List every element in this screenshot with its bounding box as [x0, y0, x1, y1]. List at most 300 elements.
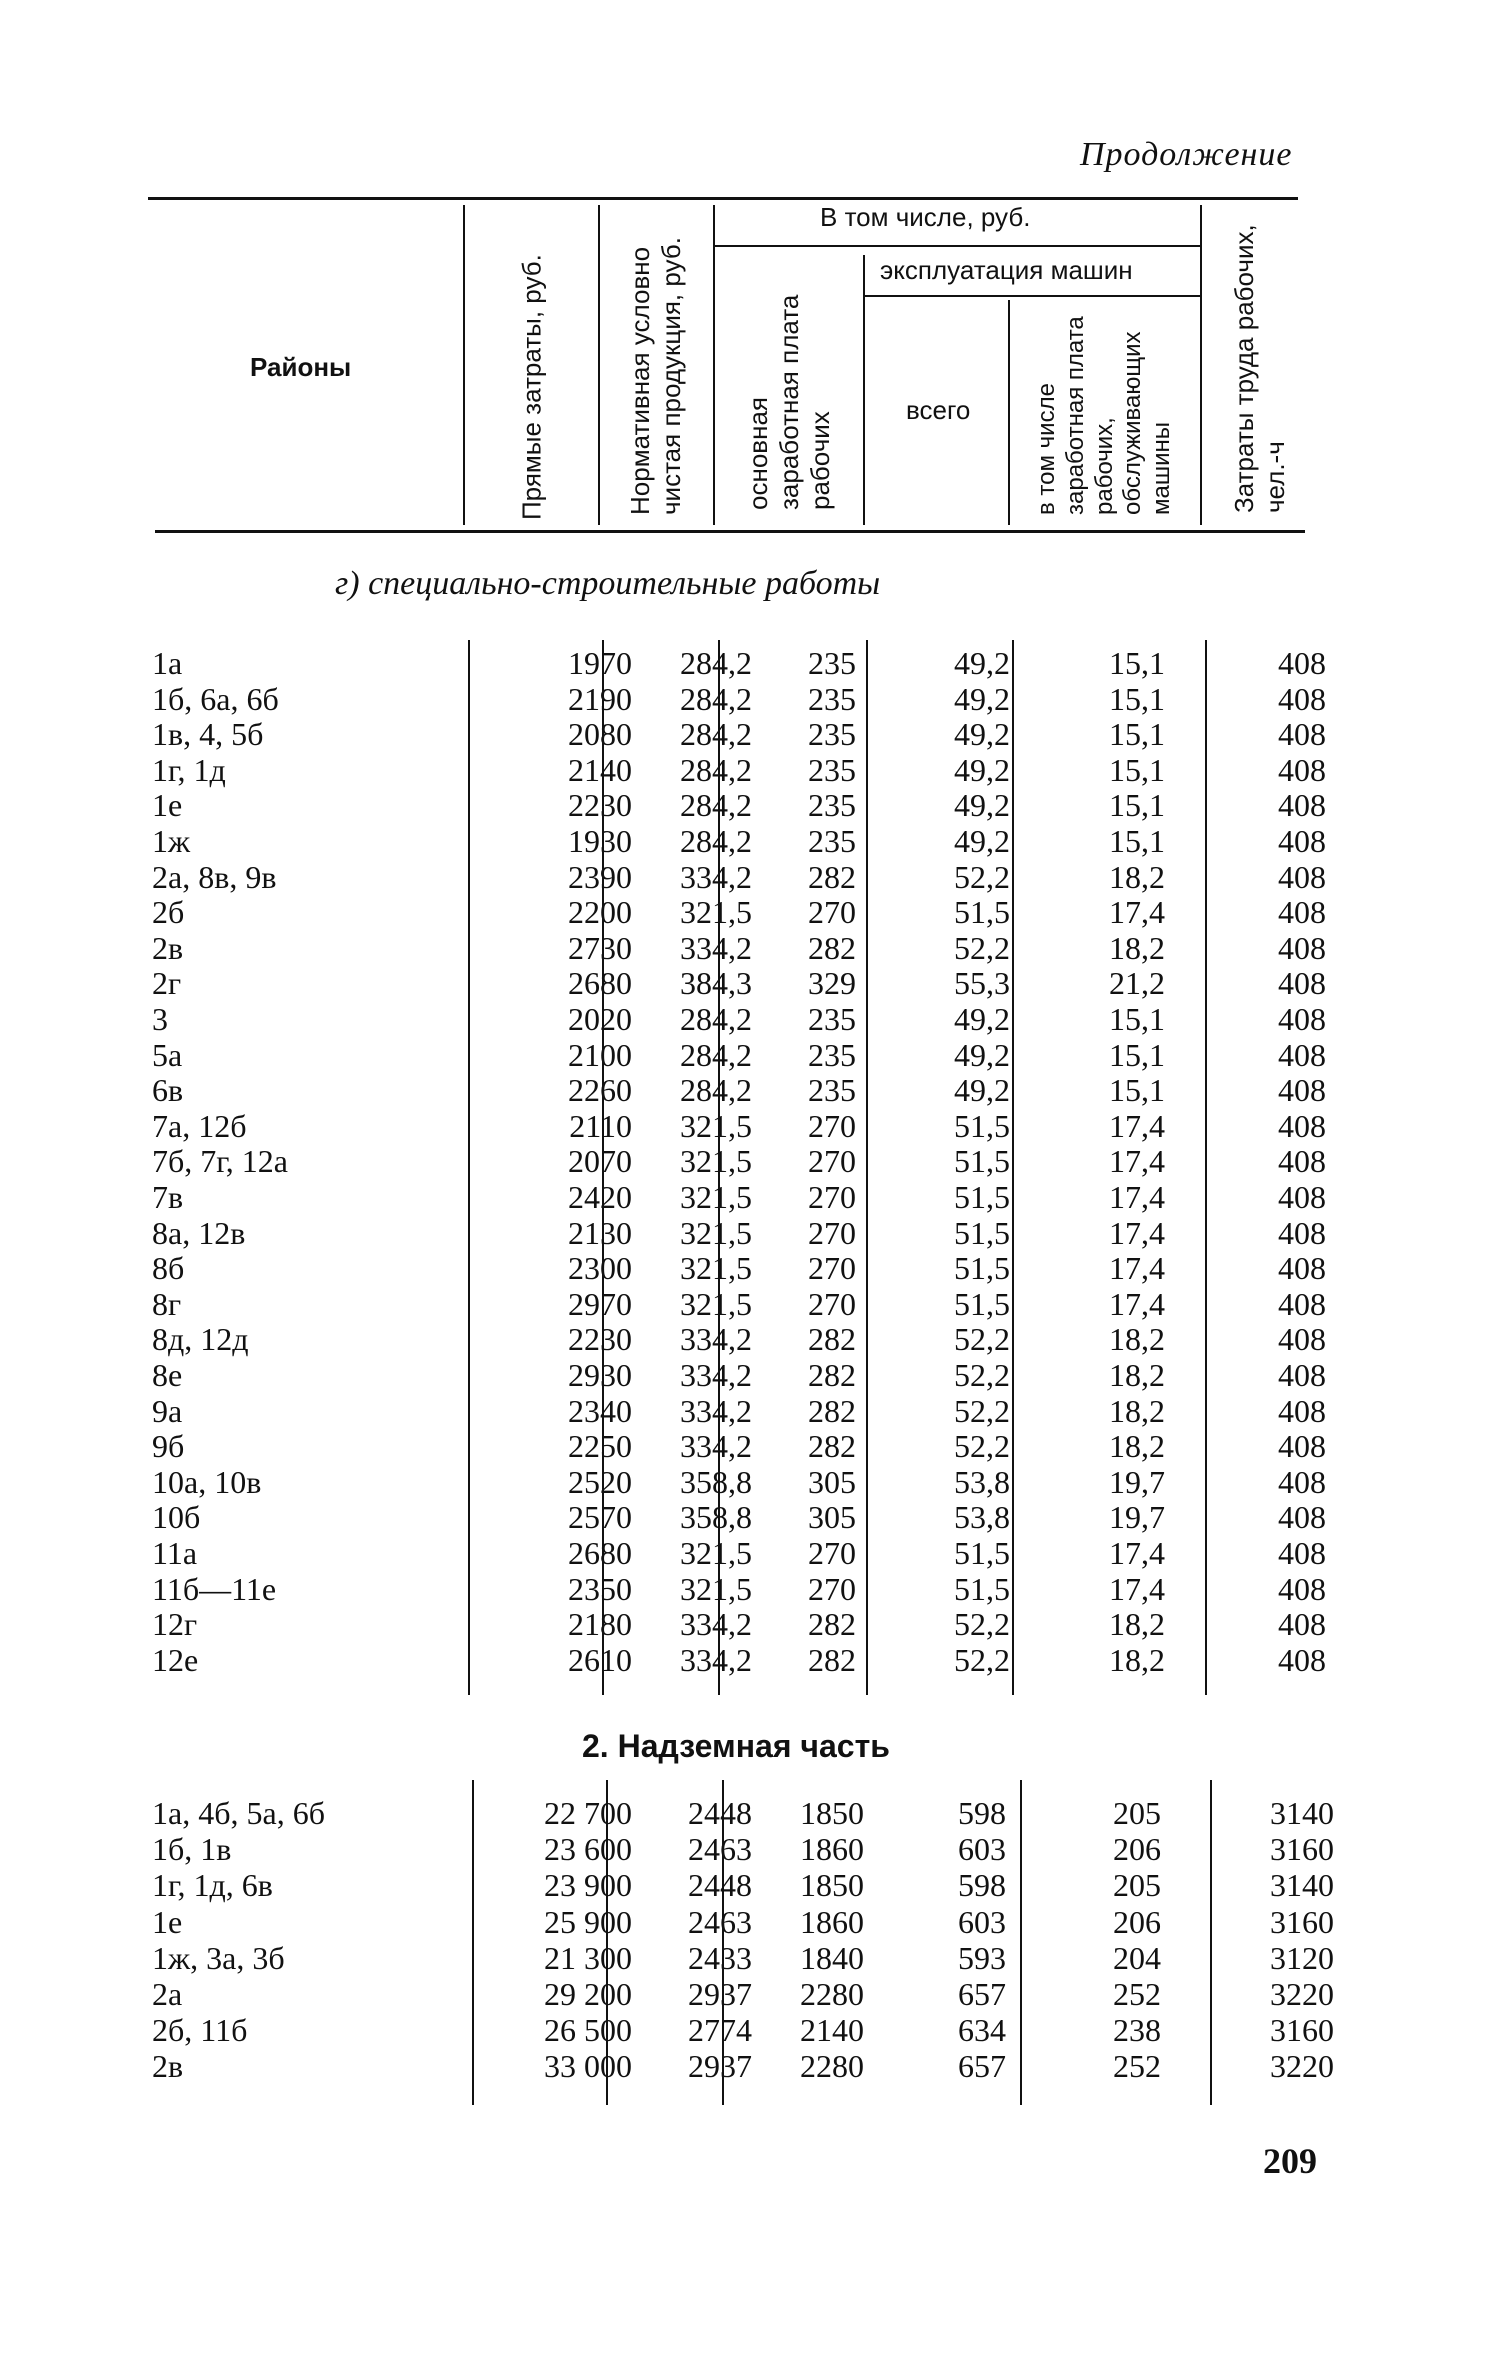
- region-cell: 8д, 12д: [152, 1321, 249, 1358]
- table-row: [152, 1321, 1392, 1357]
- labor-cell: 408: [1278, 716, 1326, 753]
- normative-product-cell: 358,8: [680, 1499, 752, 1536]
- machine-wages-cell: 17,4: [1109, 1250, 1165, 1287]
- direct-costs-cell: 2080: [568, 716, 632, 753]
- header-labor: Затраты труда рабочих, чел.-ч: [1228, 224, 1290, 513]
- table-row: [152, 1072, 1392, 1108]
- machine-wages-cell: 15,1: [1109, 1072, 1165, 1109]
- machine-wages-cell: 204: [1113, 1939, 1161, 1976]
- normative-product-cell: 2463: [688, 1903, 752, 1940]
- machine-total-cell: 51,5: [954, 1107, 1010, 1144]
- base-wages-cell: 305: [808, 1463, 856, 1500]
- machine-wages-cell: 15,1: [1109, 1036, 1165, 1073]
- direct-costs-cell: 2970: [568, 1285, 632, 1322]
- direct-costs-cell: 2680: [568, 1535, 632, 1571]
- direct-costs-cell: 1930: [568, 823, 632, 859]
- labor-cell: 408: [1278, 1250, 1326, 1287]
- base-wages-cell: 1860: [800, 1903, 864, 1940]
- normative-product-cell: 321,5: [680, 1107, 752, 1144]
- table-row: [152, 1037, 1392, 1073]
- normative-product-cell: 321,5: [680, 1143, 752, 1180]
- labor-cell: 408: [1278, 645, 1326, 681]
- machine-wages-cell: 252: [1113, 1976, 1161, 2012]
- direct-costs-cell: 2180: [568, 1606, 632, 1643]
- normative-product-cell: 284,2: [680, 680, 752, 717]
- labor-cell: 408: [1278, 1606, 1326, 1643]
- normative-product-cell: 284,2: [680, 1001, 752, 1037]
- base-wages-cell: 235: [808, 751, 856, 788]
- header-regions: Районы: [250, 352, 352, 382]
- machine-wages-cell: 15,1: [1109, 716, 1165, 753]
- machine-wages-cell: 18,2: [1109, 1606, 1165, 1643]
- machine-wages-cell: 17,4: [1109, 1107, 1165, 1144]
- machine-total-cell: 55,3: [954, 965, 1010, 1002]
- machine-wages-cell: 205: [1113, 1867, 1161, 1904]
- machine-total-cell: 52,2: [954, 1321, 1010, 1358]
- base-wages-cell: 235: [808, 1072, 856, 1109]
- normative-product-cell: 321,5: [680, 1250, 752, 1287]
- labor-cell: 408: [1278, 1357, 1326, 1393]
- table-row: [152, 894, 1392, 930]
- direct-costs-cell: 2020: [568, 1001, 632, 1037]
- table-row: [152, 930, 1392, 966]
- table-row: [152, 823, 1392, 859]
- labor-cell: 3160: [1270, 1831, 1334, 1868]
- labor-cell: 408: [1278, 787, 1326, 824]
- machine-total-cell: 49,2: [954, 716, 1010, 753]
- normative-product-cell: 321,5: [680, 894, 752, 931]
- machine-total-cell: 52,2: [954, 1392, 1010, 1429]
- machine-wages-cell: 252: [1113, 2048, 1161, 2085]
- direct-costs-cell: 21 300: [544, 1939, 632, 1976]
- machine-wages-cell: 15,1: [1109, 1001, 1165, 1037]
- base-wages-cell: 235: [808, 787, 856, 824]
- region-cell: 1ж: [152, 823, 191, 859]
- machine-total-cell: 657: [958, 2048, 1006, 2085]
- labor-cell: 408: [1278, 1428, 1326, 1465]
- base-wages-cell: 1850: [800, 1795, 864, 1831]
- base-wages-cell: 282: [808, 929, 856, 966]
- table-row: [152, 1976, 1392, 2012]
- direct-costs-cell: 2520: [568, 1463, 632, 1500]
- normative-product-cell: 321,5: [680, 1179, 752, 1215]
- base-wages-cell: 235: [808, 680, 856, 717]
- direct-costs-cell: 2110: [569, 1107, 632, 1144]
- base-wages-cell: 270: [808, 1535, 856, 1571]
- region-cell: 1е: [152, 1903, 183, 1940]
- machine-wages-cell: 17,4: [1109, 1285, 1165, 1322]
- machine-wages-cell: 19,7: [1109, 1499, 1165, 1536]
- direct-costs-cell: 2420: [568, 1179, 632, 1215]
- machine-wages-cell: 21,2: [1109, 965, 1165, 1002]
- labor-cell: 3160: [1270, 1903, 1334, 1940]
- machine-total-cell: 49,2: [954, 751, 1010, 788]
- header-total: всего: [906, 395, 971, 425]
- machine-total-cell: 52,2: [954, 1428, 1010, 1465]
- header-divider: [713, 205, 715, 525]
- normative-product-cell: 334,2: [680, 929, 752, 966]
- machine-total-cell: 49,2: [954, 823, 1010, 859]
- header-base-wages: основная заработная плата рабочих: [743, 294, 836, 510]
- machine-total-cell: 52,2: [954, 1641, 1010, 1678]
- direct-costs-cell: 2100: [568, 1036, 632, 1073]
- base-wages-cell: 282: [808, 1428, 856, 1465]
- labor-cell: 408: [1278, 680, 1326, 717]
- normative-product-cell: 284,2: [680, 751, 752, 788]
- region-cell: 9а: [152, 1392, 183, 1429]
- direct-costs-cell: 2340: [568, 1392, 632, 1429]
- table-row: [152, 1143, 1392, 1179]
- labor-cell: 408: [1278, 1392, 1326, 1429]
- direct-costs-cell: 25 900: [544, 1903, 632, 1940]
- base-wages-cell: 235: [808, 1001, 856, 1037]
- region-cell: 8б: [152, 1250, 185, 1287]
- labor-cell: 408: [1278, 751, 1326, 788]
- machine-total-cell: 49,2: [954, 645, 1010, 681]
- labor-cell: 408: [1278, 1036, 1326, 1073]
- region-cell: 8г: [152, 1285, 182, 1322]
- labor-cell: 408: [1278, 1321, 1326, 1358]
- machine-wages-cell: 17,4: [1109, 1214, 1165, 1251]
- region-cell: 12е: [152, 1641, 199, 1678]
- direct-costs-cell: 2350: [568, 1570, 632, 1607]
- labor-cell: 408: [1278, 1214, 1326, 1251]
- normative-product-cell: 334,2: [680, 1428, 752, 1465]
- table-row: [152, 681, 1392, 717]
- machine-wages-cell: 18,2: [1109, 1641, 1165, 1678]
- machine-total-cell: 51,5: [954, 1285, 1010, 1322]
- direct-costs-cell: 26 500: [544, 2012, 632, 2049]
- normative-product-cell: 2774: [688, 2012, 752, 2049]
- direct-costs-cell: 2250: [568, 1428, 632, 1465]
- direct-costs-cell: 2200: [568, 894, 632, 931]
- table-row: [152, 1867, 1392, 1903]
- machine-total-cell: 598: [958, 1867, 1006, 1904]
- machine-total-cell: 53,8: [954, 1463, 1010, 1500]
- base-wages-cell: 235: [808, 716, 856, 753]
- labor-cell: 408: [1278, 1143, 1326, 1180]
- region-cell: 6в: [152, 1072, 184, 1109]
- table-row: [152, 1606, 1392, 1642]
- header-divider: [1008, 300, 1010, 525]
- machine-total-cell: 51,5: [954, 1179, 1010, 1215]
- machine-wages-cell: 15,1: [1109, 787, 1165, 824]
- table-row: [152, 1286, 1392, 1322]
- header-machine-operation: эксплуатация машин: [880, 255, 1133, 285]
- labor-cell: 408: [1278, 1285, 1326, 1322]
- base-wages-cell: 270: [808, 894, 856, 931]
- normative-product-cell: 2937: [688, 1976, 752, 2012]
- direct-costs-cell: 1970: [568, 645, 632, 681]
- direct-costs-cell: 23 900: [544, 1867, 632, 1904]
- header-top-rule: [148, 197, 1298, 200]
- direct-costs-cell: 2730: [568, 929, 632, 966]
- machine-total-cell: 51,5: [954, 1570, 1010, 1607]
- normative-product-cell: 2937: [688, 2048, 752, 2085]
- labor-cell: 408: [1278, 1001, 1326, 1037]
- header-divider: [1200, 205, 1202, 525]
- base-wages-cell: 270: [808, 1570, 856, 1607]
- machine-total-cell: 52,2: [954, 1606, 1010, 1643]
- base-wages-cell: 235: [808, 1036, 856, 1073]
- machine-total-cell: 52,2: [954, 858, 1010, 895]
- region-cell: 11б—11е: [152, 1570, 277, 1607]
- base-wages-cell: 282: [808, 858, 856, 895]
- region-cell: 1б, 1в: [152, 1831, 232, 1868]
- table-row: [152, 716, 1392, 752]
- machine-total-cell: 51,5: [954, 894, 1010, 931]
- direct-costs-cell: 2610: [568, 1641, 632, 1678]
- labor-cell: 408: [1278, 1463, 1326, 1500]
- normative-product-cell: 284,2: [680, 823, 752, 859]
- machine-wages-cell: 17,4: [1109, 1535, 1165, 1571]
- table-row: [152, 645, 1392, 681]
- normative-product-cell: 358,8: [680, 1463, 752, 1500]
- base-wages-cell: 1850: [800, 1867, 864, 1904]
- base-wages-cell: 2280: [800, 1976, 864, 2012]
- table-row: [152, 965, 1392, 1001]
- base-wages-cell: 270: [808, 1143, 856, 1180]
- direct-costs-cell: 2140: [568, 751, 632, 788]
- machine-wages-cell: 17,4: [1109, 1179, 1165, 1215]
- base-wages-cell: 270: [808, 1285, 856, 1322]
- labor-cell: 408: [1278, 1072, 1326, 1109]
- section-g-title: г) специально-строительные работы: [335, 565, 881, 602]
- table-row: [152, 1357, 1392, 1393]
- labor-cell: 408: [1278, 1535, 1326, 1571]
- machine-wages-cell: 18,2: [1109, 1392, 1165, 1429]
- region-cell: 2б: [152, 894, 185, 931]
- region-cell: 9б: [152, 1428, 185, 1465]
- table-row: [152, 1250, 1392, 1286]
- table-row: [152, 787, 1392, 823]
- region-cell: 2б, 11б: [152, 2012, 248, 2049]
- table-row: [152, 1642, 1392, 1678]
- machine-total-cell: 634: [958, 2012, 1006, 2049]
- base-wages-cell: 1840: [800, 1939, 864, 1976]
- normative-product-cell: 321,5: [680, 1285, 752, 1322]
- machine-total-cell: 49,2: [954, 1072, 1010, 1109]
- labor-cell: 3220: [1270, 1976, 1334, 2012]
- normative-product-cell: 284,2: [680, 645, 752, 681]
- normative-product-cell: 284,2: [680, 1036, 752, 1073]
- region-cell: 8а, 12в: [152, 1214, 246, 1251]
- region-cell: 11а: [152, 1535, 198, 1571]
- machine-total-cell: 49,2: [954, 1036, 1010, 1073]
- normative-product-cell: 321,5: [680, 1214, 752, 1251]
- base-wages-cell: 270: [808, 1107, 856, 1144]
- labor-cell: 3120: [1270, 1939, 1334, 1976]
- header-including: В том числе, руб.: [820, 202, 1031, 232]
- machines-rule: [863, 295, 1200, 297]
- normative-product-cell: 321,5: [680, 1570, 752, 1607]
- region-cell: 10а, 10в: [152, 1463, 262, 1500]
- normative-product-cell: 2463: [688, 1831, 752, 1868]
- table-row: [152, 1499, 1392, 1535]
- machine-total-cell: 49,2: [954, 1001, 1010, 1037]
- base-wages-cell: 329: [808, 965, 856, 1002]
- region-cell: 1в, 4, 5б: [152, 716, 264, 753]
- labor-cell: 408: [1278, 1641, 1326, 1678]
- page-number: 209: [1263, 2141, 1317, 2181]
- table-row: [152, 1940, 1392, 1976]
- machine-wages-cell: 15,1: [1109, 645, 1165, 681]
- base-wages-cell: 305: [808, 1499, 856, 1536]
- base-wages-cell: 2140: [800, 2012, 864, 2049]
- table-row: [152, 1831, 1392, 1867]
- machine-total-cell: 51,5: [954, 1535, 1010, 1571]
- base-wages-cell: 282: [808, 1321, 856, 1358]
- machine-total-cell: 603: [958, 1831, 1006, 1868]
- machine-total-cell: 51,5: [954, 1250, 1010, 1287]
- region-cell: 1г, 1д: [152, 751, 226, 788]
- machine-wages-cell: 18,2: [1109, 1321, 1165, 1358]
- direct-costs-cell: 2930: [568, 1357, 632, 1393]
- table-row: [152, 1535, 1392, 1571]
- base-wages-cell: 282: [808, 1357, 856, 1393]
- normative-product-cell: 2448: [688, 1795, 752, 1831]
- table-row: [152, 2012, 1392, 2048]
- table-row: [152, 859, 1392, 895]
- direct-costs-cell: 33 000: [544, 2048, 632, 2085]
- region-cell: 10б: [152, 1499, 201, 1536]
- region-cell: 1ж, 3а, 3б: [152, 1939, 285, 1976]
- machine-wages-cell: 205: [1113, 1795, 1161, 1831]
- region-cell: 2а, 8в, 9в: [152, 858, 277, 895]
- direct-costs-cell: 2230: [568, 1321, 632, 1358]
- region-cell: 1г, 1д, 6в: [152, 1867, 273, 1904]
- header-normative-product: Нормативная условно чистая продукция, руб.: [624, 237, 686, 515]
- table-row: [152, 1795, 1392, 1831]
- machine-wages-cell: 18,2: [1109, 1357, 1165, 1393]
- machine-wages-cell: 15,1: [1109, 680, 1165, 717]
- region-cell: 2г: [152, 965, 182, 1002]
- section-2-title: 2. Надземная часть: [582, 1728, 890, 1764]
- table-row: [152, 752, 1392, 788]
- machine-total-cell: 53,8: [954, 1499, 1010, 1536]
- direct-costs-cell: 2680: [568, 965, 632, 1002]
- machine-wages-cell: 17,4: [1109, 894, 1165, 931]
- region-cell: 1б, 6а, 6б: [152, 680, 279, 717]
- machine-total-cell: 593: [958, 1939, 1006, 1976]
- normative-product-cell: 334,2: [680, 1606, 752, 1643]
- labor-cell: 3160: [1270, 2012, 1334, 2049]
- machine-wages-cell: 17,4: [1109, 1143, 1165, 1180]
- header-divider: [598, 205, 600, 525]
- labor-cell: 408: [1278, 894, 1326, 931]
- table-row: [152, 1001, 1392, 1037]
- direct-costs-cell: 2190: [568, 680, 632, 717]
- direct-costs-cell: 2570: [568, 1499, 632, 1536]
- table-row: [152, 1571, 1392, 1607]
- table-row: [152, 1464, 1392, 1500]
- base-wages-cell: 2280: [800, 2048, 864, 2085]
- base-wages-cell: 270: [808, 1179, 856, 1215]
- labor-cell: 3140: [1270, 1795, 1334, 1831]
- machine-total-cell: 52,2: [954, 929, 1010, 966]
- normative-product-cell: 2448: [688, 1867, 752, 1904]
- table-row: [152, 1108, 1392, 1144]
- machine-wages-cell: 18,2: [1109, 858, 1165, 895]
- labor-cell: 408: [1278, 965, 1326, 1002]
- direct-costs-cell: 2260: [568, 1072, 632, 1109]
- machine-total-cell: 657: [958, 1976, 1006, 2012]
- region-cell: 8е: [152, 1357, 183, 1393]
- machine-total-cell: 603: [958, 1903, 1006, 1940]
- machine-wages-cell: 15,1: [1109, 751, 1165, 788]
- region-cell: 2в: [152, 2048, 184, 2085]
- machine-total-cell: 51,5: [954, 1214, 1010, 1251]
- table-row: [152, 1215, 1392, 1251]
- direct-costs-cell: 22 700: [544, 1795, 632, 1831]
- direct-costs-cell: 23 600: [544, 1831, 632, 1868]
- including-rule: [713, 245, 1200, 247]
- base-wages-cell: 235: [808, 645, 856, 681]
- machine-wages-cell: 19,7: [1109, 1463, 1165, 1500]
- region-cell: 7в: [152, 1179, 184, 1215]
- normative-product-cell: 334,2: [680, 1321, 752, 1358]
- machine-wages-cell: 206: [1113, 1903, 1161, 1940]
- region-cell: 1а: [152, 645, 183, 681]
- region-cell: 1е: [152, 787, 183, 824]
- machine-wages-cell: 18,2: [1109, 929, 1165, 966]
- normative-product-cell: 334,2: [680, 1641, 752, 1678]
- region-cell: 2в: [152, 929, 184, 966]
- labor-cell: 3220: [1270, 2048, 1334, 2085]
- base-wages-cell: 282: [808, 1392, 856, 1429]
- table-row: [152, 1904, 1392, 1940]
- normative-product-cell: 284,2: [680, 716, 752, 753]
- table-row: [152, 1179, 1392, 1215]
- machine-wages-cell: 206: [1113, 1831, 1161, 1868]
- machine-total-cell: 51,5: [954, 1143, 1010, 1180]
- header-direct-costs: Прямые затраты, руб.: [516, 254, 547, 520]
- base-wages-cell: 282: [808, 1606, 856, 1643]
- region-cell: 7б, 7г, 12а: [152, 1143, 288, 1180]
- direct-costs-cell: 2300: [568, 1250, 632, 1287]
- labor-cell: 408: [1278, 929, 1326, 966]
- normative-product-cell: 334,2: [680, 1357, 752, 1393]
- region-cell: 12г: [152, 1606, 198, 1643]
- machine-total-cell: 52,2: [954, 1357, 1010, 1393]
- table-row: [152, 1393, 1392, 1429]
- labor-cell: 3140: [1270, 1867, 1334, 1904]
- labor-cell: 408: [1278, 1179, 1326, 1215]
- machine-total-cell: 49,2: [954, 787, 1010, 824]
- normative-product-cell: 321,5: [680, 1535, 752, 1571]
- machine-wages-cell: 18,2: [1109, 1428, 1165, 1465]
- base-wages-cell: 235: [808, 823, 856, 859]
- base-wages-cell: 270: [808, 1250, 856, 1287]
- machine-wages-cell: 238: [1113, 2012, 1161, 2049]
- header-bottom-rule: [155, 530, 1305, 533]
- region-cell: 1а, 4б, 5а, 6б: [152, 1795, 325, 1831]
- labor-cell: 408: [1278, 1499, 1326, 1536]
- continuation-label: Продолжение: [1080, 136, 1293, 173]
- region-cell: 7а, 12б: [152, 1107, 247, 1144]
- base-wages-cell: 1860: [800, 1831, 864, 1868]
- direct-costs-cell: 2390: [568, 858, 632, 895]
- labor-cell: 408: [1278, 823, 1326, 859]
- machine-total-cell: 598: [958, 1795, 1006, 1831]
- direct-costs-cell: 2230: [568, 787, 632, 824]
- base-wages-cell: 282: [808, 1641, 856, 1678]
- normative-product-cell: 284,2: [680, 787, 752, 824]
- table-row: [152, 1428, 1392, 1464]
- normative-product-cell: 284,2: [680, 1072, 752, 1109]
- region-cell: 2а: [152, 1976, 183, 2012]
- machine-wages-cell: 15,1: [1109, 823, 1165, 859]
